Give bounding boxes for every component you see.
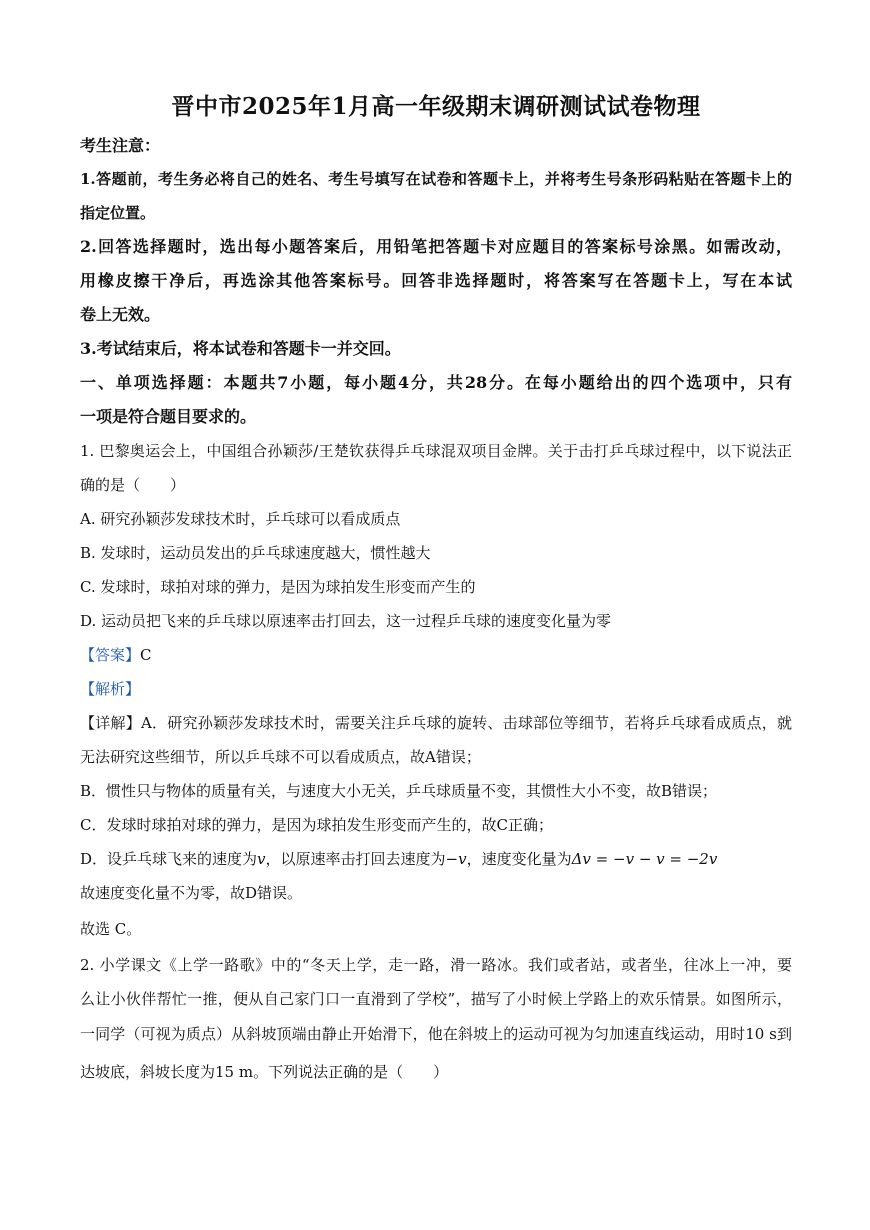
analysis-tag: 【解析】 xyxy=(80,680,141,698)
q1-detail-a-line-2: 无法研究这些细节，所以乒乓球不可以看成质点，故A错误； xyxy=(80,748,481,766)
q1-detail-d-line-1 xyxy=(80,849,792,869)
notice-item-2-line-1: 2.回答选择题时，选出每小题答案后，用铅笔把答题卡对应题目的答案标号涂黑。如需改动， xyxy=(80,237,792,256)
q1-option-c: C. 发球时，球拍对球的弹力，是因为球拍发生形变而产生的 xyxy=(80,578,476,596)
q1-detail-b: B．惯性只与物体的质量有关，与速度大小无关，乒乓球质量不变，其惯性大小不变，故B错误； xyxy=(80,782,718,800)
notice-item-2-line-3: 卷上无效。 xyxy=(80,305,161,324)
q1-answer xyxy=(80,645,792,665)
q2-stem-text-end: 到 xyxy=(776,1025,792,1043)
q2-stem-text-3: 。下列说法正确的是（ ） xyxy=(253,1063,449,1081)
q1-detail-d-line-2: 故速度变化量不为零，故D错误。 xyxy=(80,884,303,902)
time-value: 10 s xyxy=(745,1025,777,1043)
notice-item-1-line-2: 指定位置。 xyxy=(80,204,156,222)
section-heading-line-1: 一、单项选择题：本题共7小题，每小题4分，共28分。在每小题给出的四个选项中，只有 xyxy=(80,373,792,392)
q2-stem-text-2: 达坡底，斜坡长度为 xyxy=(80,1063,216,1081)
velocity-change-formula: Δv = −v − v = −2v xyxy=(571,850,718,868)
q1-stem-line-1: 1. 巴黎奥运会上，中国组合孙颖莎/王楚钦获得乒乓球混双项目金牌。关于击打乒乓球过程中，以下说法正 xyxy=(80,442,792,460)
negative-velocity-symbol: −v xyxy=(445,850,467,868)
notice-heading: 考生注意： xyxy=(80,136,161,155)
page-title: 晋中市2025年1月高一年级期末调研测试试卷物理 xyxy=(171,93,701,120)
q1-conclusion: 故选 C。 xyxy=(80,920,142,938)
detail-d-text-3: ，速度变化量为 xyxy=(466,850,572,868)
q1-detail-a-line-1 xyxy=(80,713,792,733)
q2-stem-line-1: 2. 小学课文《上学一路歌》中的“冬天上学，走一路，滑一路冰。我们或者站，或者坐，往冰上一冲，要 xyxy=(80,956,792,974)
notice-item-2-line-2: 用橡皮擦干净后，再选涂其他答案标号。回答非选择题时，将答案写在答题卡上，写在本试 xyxy=(80,271,792,290)
q2-stem-line-2: 么让小伙伴帮忙一推，便从自己家门口一直滑到了学校”，描写了小时候上学路上的欢乐情景。如图所示， xyxy=(80,990,792,1008)
q1-stem-line-2: 确的是（ ） xyxy=(80,476,186,494)
notice-item-3: 3.考试结束后，将本试卷和答题卡一并交回。 xyxy=(80,339,401,358)
q2-stem-line-3 xyxy=(80,1024,792,1044)
length-value: 15 m xyxy=(215,1063,254,1081)
answer-value: C xyxy=(140,646,152,664)
q1-option-d: D. 运动员把飞来的乒乓球以原速率击打回去，这一过程乒乓球的速度变化量为零 xyxy=(80,612,612,630)
detail-d-text-2: ，以原速率击打回去速度为 xyxy=(265,850,446,868)
q1-option-b: B. 发球时，运动员发出的乒乓球速度越大，惯性越大 xyxy=(80,544,431,562)
detail-tag: 【详解】 xyxy=(80,714,141,732)
q1-option-a: A. 研究孙颖莎发球技术时，乒乓球可以看成质点 xyxy=(80,510,401,528)
velocity-symbol: v xyxy=(257,850,266,868)
q1-analysis xyxy=(80,679,792,699)
section-heading-line-2: 一项是符合题目要求的。 xyxy=(80,407,257,426)
detail-a-text: A．研究孙颖莎发球技术时，需要关注乒乓球的旋转、击球部位等细节，若将乒乓球看成质点，就 xyxy=(140,714,792,732)
q2-stem-line-4 xyxy=(80,1062,792,1082)
answer-tag: 【答案】 xyxy=(80,646,141,664)
q1-detail-c: C．发球时球拍对球的弹力，是因为球拍发生形变而产生的，故C正确； xyxy=(80,816,553,834)
detail-d-text-1: D．设乒乓球飞来的速度为 xyxy=(80,850,258,868)
notice-item-1-line-1: 1.答题前，考生务必将自己的姓名、考生号填写在试卷和答题卡上，并将考生号条形码粘贴在答题卡上的 xyxy=(80,170,792,188)
q2-stem-text: 一同学（可视为质点）从斜坡顶端由静止开始滑下，他在斜坡上的运动可视为匀加速直线运动，用时 xyxy=(80,1025,746,1043)
